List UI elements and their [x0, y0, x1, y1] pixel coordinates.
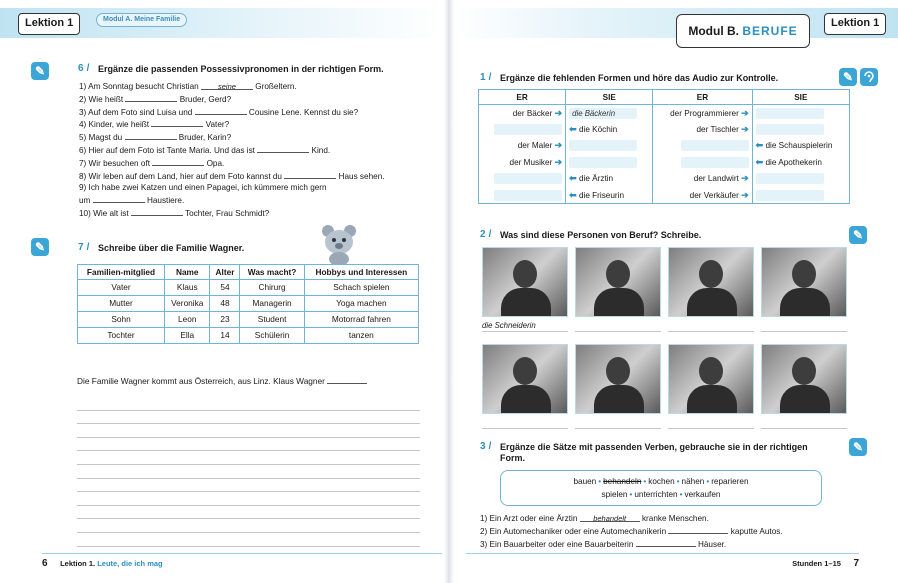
- arrow-right-icon: ➔: [741, 173, 749, 184]
- ex3-item-post: kaputte Autos.: [730, 526, 783, 536]
- arrow-left-icon: ⬅: [569, 189, 577, 200]
- ex6-item: [79, 93, 385, 106]
- left-modul-label: Modul A. Meine Familie: [96, 13, 187, 27]
- left-page-number: 6: [42, 558, 48, 569]
- profession-word: die Apothekerin: [765, 157, 822, 167]
- family-cell: Sohn: [78, 312, 165, 328]
- bullet-separator: •: [629, 490, 633, 499]
- writing-line[interactable]: [77, 438, 420, 452]
- ex6-item-pre: 5) Magst du: [79, 133, 123, 143]
- profession-cell: [752, 138, 849, 155]
- profession-cell: [479, 138, 566, 155]
- profession-word: die Schauspielerin: [765, 141, 833, 151]
- ex6-item-post: Haustiere.: [146, 196, 185, 206]
- fill-box[interactable]: [756, 124, 824, 135]
- family-cell: Vater: [78, 280, 165, 296]
- photo-figure: [792, 357, 816, 385]
- family-cell: Schülerin: [240, 328, 304, 344]
- table-row: [479, 171, 850, 188]
- answer-blank[interactable]: [284, 170, 336, 179]
- ex6-item-pre: 2) Wie heißt: [79, 94, 124, 104]
- writing-line[interactable]: [77, 492, 420, 506]
- pencil-icon: ✎: [31, 62, 49, 80]
- ex3-item-pre: 2) Ein Automechaniker oder eine Automechanikerin: [480, 526, 667, 536]
- ex7-title: Schreibe über die Familie Wagner.: [98, 243, 245, 253]
- photo-hairdresser: [575, 247, 661, 317]
- bullet-separator: •: [676, 477, 680, 486]
- photo-figure: [606, 260, 630, 288]
- audio-icon[interactable]: [860, 68, 878, 86]
- photo-figure-body: [594, 288, 644, 317]
- ex6-item: [79, 81, 385, 93]
- writing-line[interactable]: [77, 506, 420, 520]
- right-modul-title: [676, 14, 810, 48]
- ex3-item-post: kranke Menschen.: [641, 514, 709, 523]
- ex6-items: [79, 81, 385, 220]
- ex2-number: [480, 229, 491, 240]
- photo-actor: [482, 344, 568, 414]
- photo-figure-body: [501, 288, 551, 317]
- arrow-left-icon: ⬅: [569, 123, 577, 134]
- profession-word: die Friseurin: [578, 190, 625, 200]
- photo-programmer: [668, 247, 754, 317]
- photo-figure: [699, 260, 723, 288]
- profession-cell: [566, 138, 653, 155]
- bullet-separator: •: [706, 477, 710, 486]
- writing-lines[interactable]: [77, 397, 420, 547]
- left-lektion-tab: Lektion 1: [18, 13, 80, 35]
- ex1-slash: /: [488, 72, 492, 83]
- profession-cell: [479, 187, 566, 204]
- profession-cell: [653, 105, 752, 122]
- family-col-header: Alter: [210, 265, 240, 280]
- answer-blank[interactable]: [668, 525, 728, 534]
- profession-cell: [752, 121, 849, 138]
- family-cell: Motorrad fahren: [304, 312, 418, 328]
- bullet-separator: •: [598, 477, 602, 486]
- verb-option: unterrichten: [634, 490, 678, 499]
- arrow-right-icon: ➔: [554, 140, 563, 151]
- family-table: [77, 264, 419, 344]
- ear-icon: [863, 70, 875, 84]
- fill-box[interactable]: [681, 157, 749, 168]
- profession-word: der Bäcker: [512, 108, 553, 118]
- right-footer: [466, 553, 859, 573]
- fill-box[interactable]: [756, 108, 824, 119]
- profession-cell: [752, 187, 849, 204]
- answer-blank[interactable]: [125, 131, 177, 140]
- ex3-title: Ergänze die Sätze mit passenden Verben, gebrauche sie in der richtigen Form.: [500, 442, 808, 463]
- arrow-right-icon: ➔: [741, 189, 749, 200]
- family-table-header: [78, 265, 419, 280]
- pencil-icon: ✎: [849, 438, 867, 456]
- photo-figure: [513, 357, 537, 385]
- pencil-icon: ✎: [839, 68, 857, 86]
- pencil-icon: ✎: [849, 226, 867, 244]
- answer-blank[interactable]: [327, 375, 367, 384]
- table-row: [479, 187, 850, 204]
- photo-figure: [792, 260, 816, 288]
- family-cell: Veronika: [165, 296, 210, 312]
- table-row: [479, 138, 850, 155]
- photo-figure-body: [594, 385, 644, 414]
- profession-word: die Ärztin: [578, 174, 614, 184]
- profession-table-header: [479, 90, 850, 105]
- verb-box: [500, 470, 822, 506]
- writing-line[interactable]: [77, 465, 420, 479]
- photo-answer-1[interactable]: die Schneiderin: [482, 320, 568, 332]
- verb-line-1: [501, 475, 821, 488]
- modul-accent: BERUFE: [742, 24, 798, 38]
- ex6-item: [79, 106, 385, 119]
- profession-word: der Maler: [517, 141, 553, 151]
- ex2-title: Was sind diese Personen von Beruf? Schreibe.: [500, 230, 702, 240]
- ex6-item: [79, 118, 385, 131]
- verb-option: behandeln: [603, 477, 642, 486]
- family-cell: 23: [210, 312, 240, 328]
- photo-answer-4[interactable]: [761, 320, 847, 332]
- ex6-item-post: Vater?: [205, 120, 230, 130]
- table-row: [479, 154, 850, 171]
- bullet-separator: •: [643, 477, 647, 486]
- footer-title: Leute, die ich mag: [97, 559, 163, 568]
- ex6-item: [79, 157, 385, 170]
- fill-box[interactable]: [569, 140, 637, 151]
- verb-option: spielen: [601, 490, 628, 499]
- ex6-item: [79, 131, 385, 144]
- ex3-item-pre: 1) Ein Arzt oder eine Ärztin: [480, 514, 578, 523]
- answer-blank[interactable]: [93, 194, 145, 203]
- answer-blank[interactable]: seine: [201, 81, 253, 90]
- ex6-item: [79, 207, 385, 220]
- family-cell: Tochter: [78, 328, 165, 344]
- left-footer: [42, 553, 442, 573]
- ex6-item-pre: 1) Am Sonntag besucht Christian: [79, 82, 199, 91]
- photo-tailor: [482, 247, 568, 317]
- answer-blank[interactable]: [257, 144, 309, 153]
- pencil-icon: ✎: [31, 238, 49, 256]
- profession-cell: [566, 105, 653, 122]
- ex6-item-pre: 4) Kinder, wie heißt: [79, 120, 150, 130]
- modul-prefix: Modul B.: [688, 24, 739, 38]
- fill-box[interactable]: [756, 190, 824, 201]
- arrow-right-icon: ➔: [554, 156, 563, 167]
- ex6-item-post: Cousine Lene. Kennst du sie?: [248, 107, 359, 117]
- ex3-item: [480, 525, 783, 538]
- ex6-item: [79, 194, 385, 207]
- photo-figure-body: [687, 288, 737, 317]
- photo-answer-2[interactable]: [575, 320, 661, 332]
- profession-cell: [752, 154, 849, 171]
- photo-figure: [513, 260, 537, 288]
- profession-col-header: ER: [653, 90, 752, 105]
- profession-cell: [479, 105, 566, 122]
- ex6-item-pre: um: [79, 196, 91, 206]
- right-page-number: 7: [853, 558, 859, 569]
- family-cell: Chirurg: [240, 280, 304, 296]
- ex6-item-post: Bruder, Gerd?: [179, 94, 232, 104]
- ex2-slash: /: [488, 229, 492, 240]
- answer-blank[interactable]: behandelt: [580, 513, 640, 522]
- profession-cell: [566, 154, 653, 171]
- profession-cell: [653, 138, 752, 155]
- table-row: [479, 121, 850, 138]
- profession-cell: [479, 121, 566, 138]
- fill-box[interactable]: [494, 173, 562, 184]
- ex7-text-content: Die Familie Wagner kommt aus Österreich, aus Linz. Klaus Wagner: [77, 376, 325, 386]
- ex3-item: [480, 538, 783, 551]
- family-cell: 14: [210, 328, 240, 344]
- answer-blank[interactable]: [636, 538, 696, 547]
- profession-cell: [479, 154, 566, 171]
- profession-table-body: [479, 105, 850, 204]
- answer-blank[interactable]: [125, 93, 177, 102]
- family-cell: Student: [240, 312, 304, 328]
- fill-box[interactable]: [494, 124, 562, 135]
- verb-option: verkaufen: [684, 490, 721, 499]
- ex7-slash: /: [86, 242, 90, 253]
- writing-line[interactable]: [77, 479, 420, 493]
- verb-option: bauen: [573, 477, 597, 486]
- photo-pharmacist: [761, 247, 847, 317]
- ex7-text: [77, 375, 367, 386]
- ex7-number-text: 7: [78, 242, 84, 253]
- table-row: [78, 312, 419, 328]
- ex3-number: [480, 441, 491, 452]
- ex6-item-pre: 3) Auf dem Foto sind Luisa und: [79, 107, 193, 117]
- ex1-number: [480, 72, 491, 83]
- ex6-item-pre: 7) Wir besuchen oft: [79, 158, 150, 168]
- family-cell: tanzen: [304, 328, 418, 344]
- arrow-left-icon: ⬅: [569, 173, 577, 184]
- ex3-slash: /: [488, 441, 492, 452]
- example-answer: die Bäckerin: [569, 108, 637, 119]
- writing-line[interactable]: [77, 397, 420, 411]
- family-cell: Schach spielen: [304, 280, 418, 296]
- profession-table: [478, 89, 850, 204]
- photo-figure: [699, 357, 723, 385]
- ex6-item-pre: 9) Ich habe zwei Katzen und einen Papagei, ich kümmere mich gern: [79, 183, 327, 193]
- family-cell: 48: [210, 296, 240, 312]
- table-row: [78, 296, 419, 312]
- ex1-number-text: 1: [480, 72, 486, 83]
- book-spine: [444, 0, 454, 583]
- profession-cell: [653, 187, 752, 204]
- profession-word: der Verkäufer: [689, 190, 739, 200]
- fill-box[interactable]: [756, 173, 824, 184]
- family-cell: Klaus: [165, 280, 210, 296]
- family-cell: Mutter: [78, 296, 165, 312]
- footer-lektion: Lektion 1.: [60, 559, 96, 568]
- ex3-item-post: Häuser.: [697, 539, 727, 549]
- writing-line[interactable]: [77, 411, 420, 425]
- photo-figure: [606, 357, 630, 385]
- profession-word: der Musiker: [509, 157, 553, 167]
- family-cell: Managerin: [240, 296, 304, 312]
- profession-cell: [566, 187, 653, 204]
- photo-answer-8[interactable]: [761, 417, 847, 429]
- ex6-number-text: 6: [78, 63, 84, 74]
- photo-figure-body: [780, 288, 830, 317]
- family-cell: 54: [210, 280, 240, 296]
- writing-line[interactable]: [77, 533, 420, 547]
- table-row: [78, 280, 419, 296]
- ex6-item-post: Kind.: [311, 145, 331, 155]
- verb-line-2: [501, 488, 821, 501]
- profession-cell: [653, 154, 752, 171]
- profession-cell: [566, 171, 653, 188]
- profession-word: der Landwirt: [693, 174, 739, 184]
- fill-box[interactable]: [681, 140, 749, 151]
- ex6-item-post: Großeltern.: [255, 82, 297, 91]
- photo-figure-body: [501, 385, 551, 414]
- ex7-number: [78, 242, 89, 253]
- arrow-left-icon: ⬅: [755, 140, 764, 151]
- family-col-header: Was macht?: [240, 265, 304, 280]
- verb-option: kochen: [648, 477, 675, 486]
- ex6-item-pre: 8) Wir leben auf dem Land, hier auf dem Foto kannst du: [79, 171, 282, 181]
- ex6-item-post: Haus sehen.: [338, 171, 385, 181]
- answer-blank[interactable]: [195, 106, 247, 115]
- photo-answer-6[interactable]: [575, 417, 661, 429]
- profession-word: der Programmierer: [670, 108, 739, 118]
- footer-stunden: Stunden 1–15: [792, 559, 841, 568]
- ex6-item-post: Bruder, Karin?: [178, 133, 232, 143]
- arrow-left-icon: ⬅: [755, 156, 764, 167]
- verb-option: nähen: [681, 477, 705, 486]
- ex6-item-post: Tochter, Frau Schmidt?: [185, 208, 270, 218]
- profession-cell: [566, 121, 653, 138]
- answer-blank[interactable]: [151, 118, 203, 127]
- bear-mascot-icon: [316, 222, 362, 266]
- profession-cell: [479, 171, 566, 188]
- ex3-item-pre: 3) Ein Bauarbeiter oder eine Bauarbeiterin: [480, 539, 634, 549]
- arrow-right-icon: ➔: [554, 107, 563, 118]
- writing-line[interactable]: [77, 451, 420, 465]
- fill-box[interactable]: [569, 157, 637, 168]
- table-row: [479, 105, 850, 122]
- ex6-item: [79, 144, 385, 157]
- ex6-item-pre: 10) Wie alt ist: [79, 208, 129, 218]
- ex6-item-pre: 6) Hier auf dem Foto ist Tante Maria. Und das ist: [79, 145, 255, 155]
- photo-figure-body: [780, 385, 830, 414]
- answer-blank[interactable]: [152, 157, 204, 166]
- ex2-number-text: 2: [480, 229, 486, 240]
- profession-col-header: SIE: [752, 90, 849, 105]
- profession-cell: [752, 171, 849, 188]
- family-col-header: Familien-mitglied: [78, 265, 165, 280]
- profession-col-header: ER: [479, 90, 566, 105]
- family-col-header: Name: [165, 265, 210, 280]
- ex3-item: [480, 513, 783, 525]
- verb-option: reparieren: [711, 477, 749, 486]
- answer-blank[interactable]: [131, 207, 183, 216]
- profession-word: der Tischler: [696, 124, 739, 134]
- photo-farmer: [761, 344, 847, 414]
- profession-cell: [653, 171, 752, 188]
- ex3-items: [480, 513, 783, 550]
- photo-saleswoman: [668, 344, 754, 414]
- photo-answer-3[interactable]: [668, 320, 754, 332]
- ex6-title: Ergänze die passenden Possessivpronomen in der richtigen Form.: [98, 64, 384, 74]
- ex1-title: Ergänze die fehlenden Formen und höre das Audio zur Kontrolle.: [500, 73, 779, 83]
- family-cell: Ella: [165, 328, 210, 344]
- photo-answer-5[interactable]: [482, 417, 568, 429]
- right-lektion-tab: Lektion 1: [824, 13, 886, 35]
- ex6-item: [79, 182, 385, 194]
- photo-figure-body: [687, 385, 737, 414]
- family-cell: Yoga machen: [304, 296, 418, 312]
- bullet-separator: •: [679, 490, 683, 499]
- fill-box[interactable]: [494, 190, 562, 201]
- ex3-number-text: 3: [480, 441, 486, 452]
- photo-answer-7[interactable]: [668, 417, 754, 429]
- profession-cell: [653, 121, 752, 138]
- family-table-body: [78, 280, 419, 344]
- profession-word: die Köchin: [578, 124, 618, 134]
- ex6-number: [78, 63, 89, 74]
- arrow-right-icon: ➔: [741, 123, 749, 134]
- ex6-item: [79, 170, 385, 183]
- writing-line[interactable]: [77, 519, 420, 533]
- family-col-header: Hobbys und Interessen: [304, 265, 418, 280]
- profession-col-header: SIE: [566, 90, 653, 105]
- arrow-right-icon: ➔: [741, 107, 749, 118]
- table-row: [78, 328, 419, 344]
- photo-vet: [575, 344, 661, 414]
- family-cell: Leon: [165, 312, 210, 328]
- ex6-slash: /: [86, 63, 90, 74]
- profession-cell: [752, 105, 849, 122]
- ex6-item-post: Opa.: [206, 158, 225, 168]
- writing-line[interactable]: [77, 424, 420, 438]
